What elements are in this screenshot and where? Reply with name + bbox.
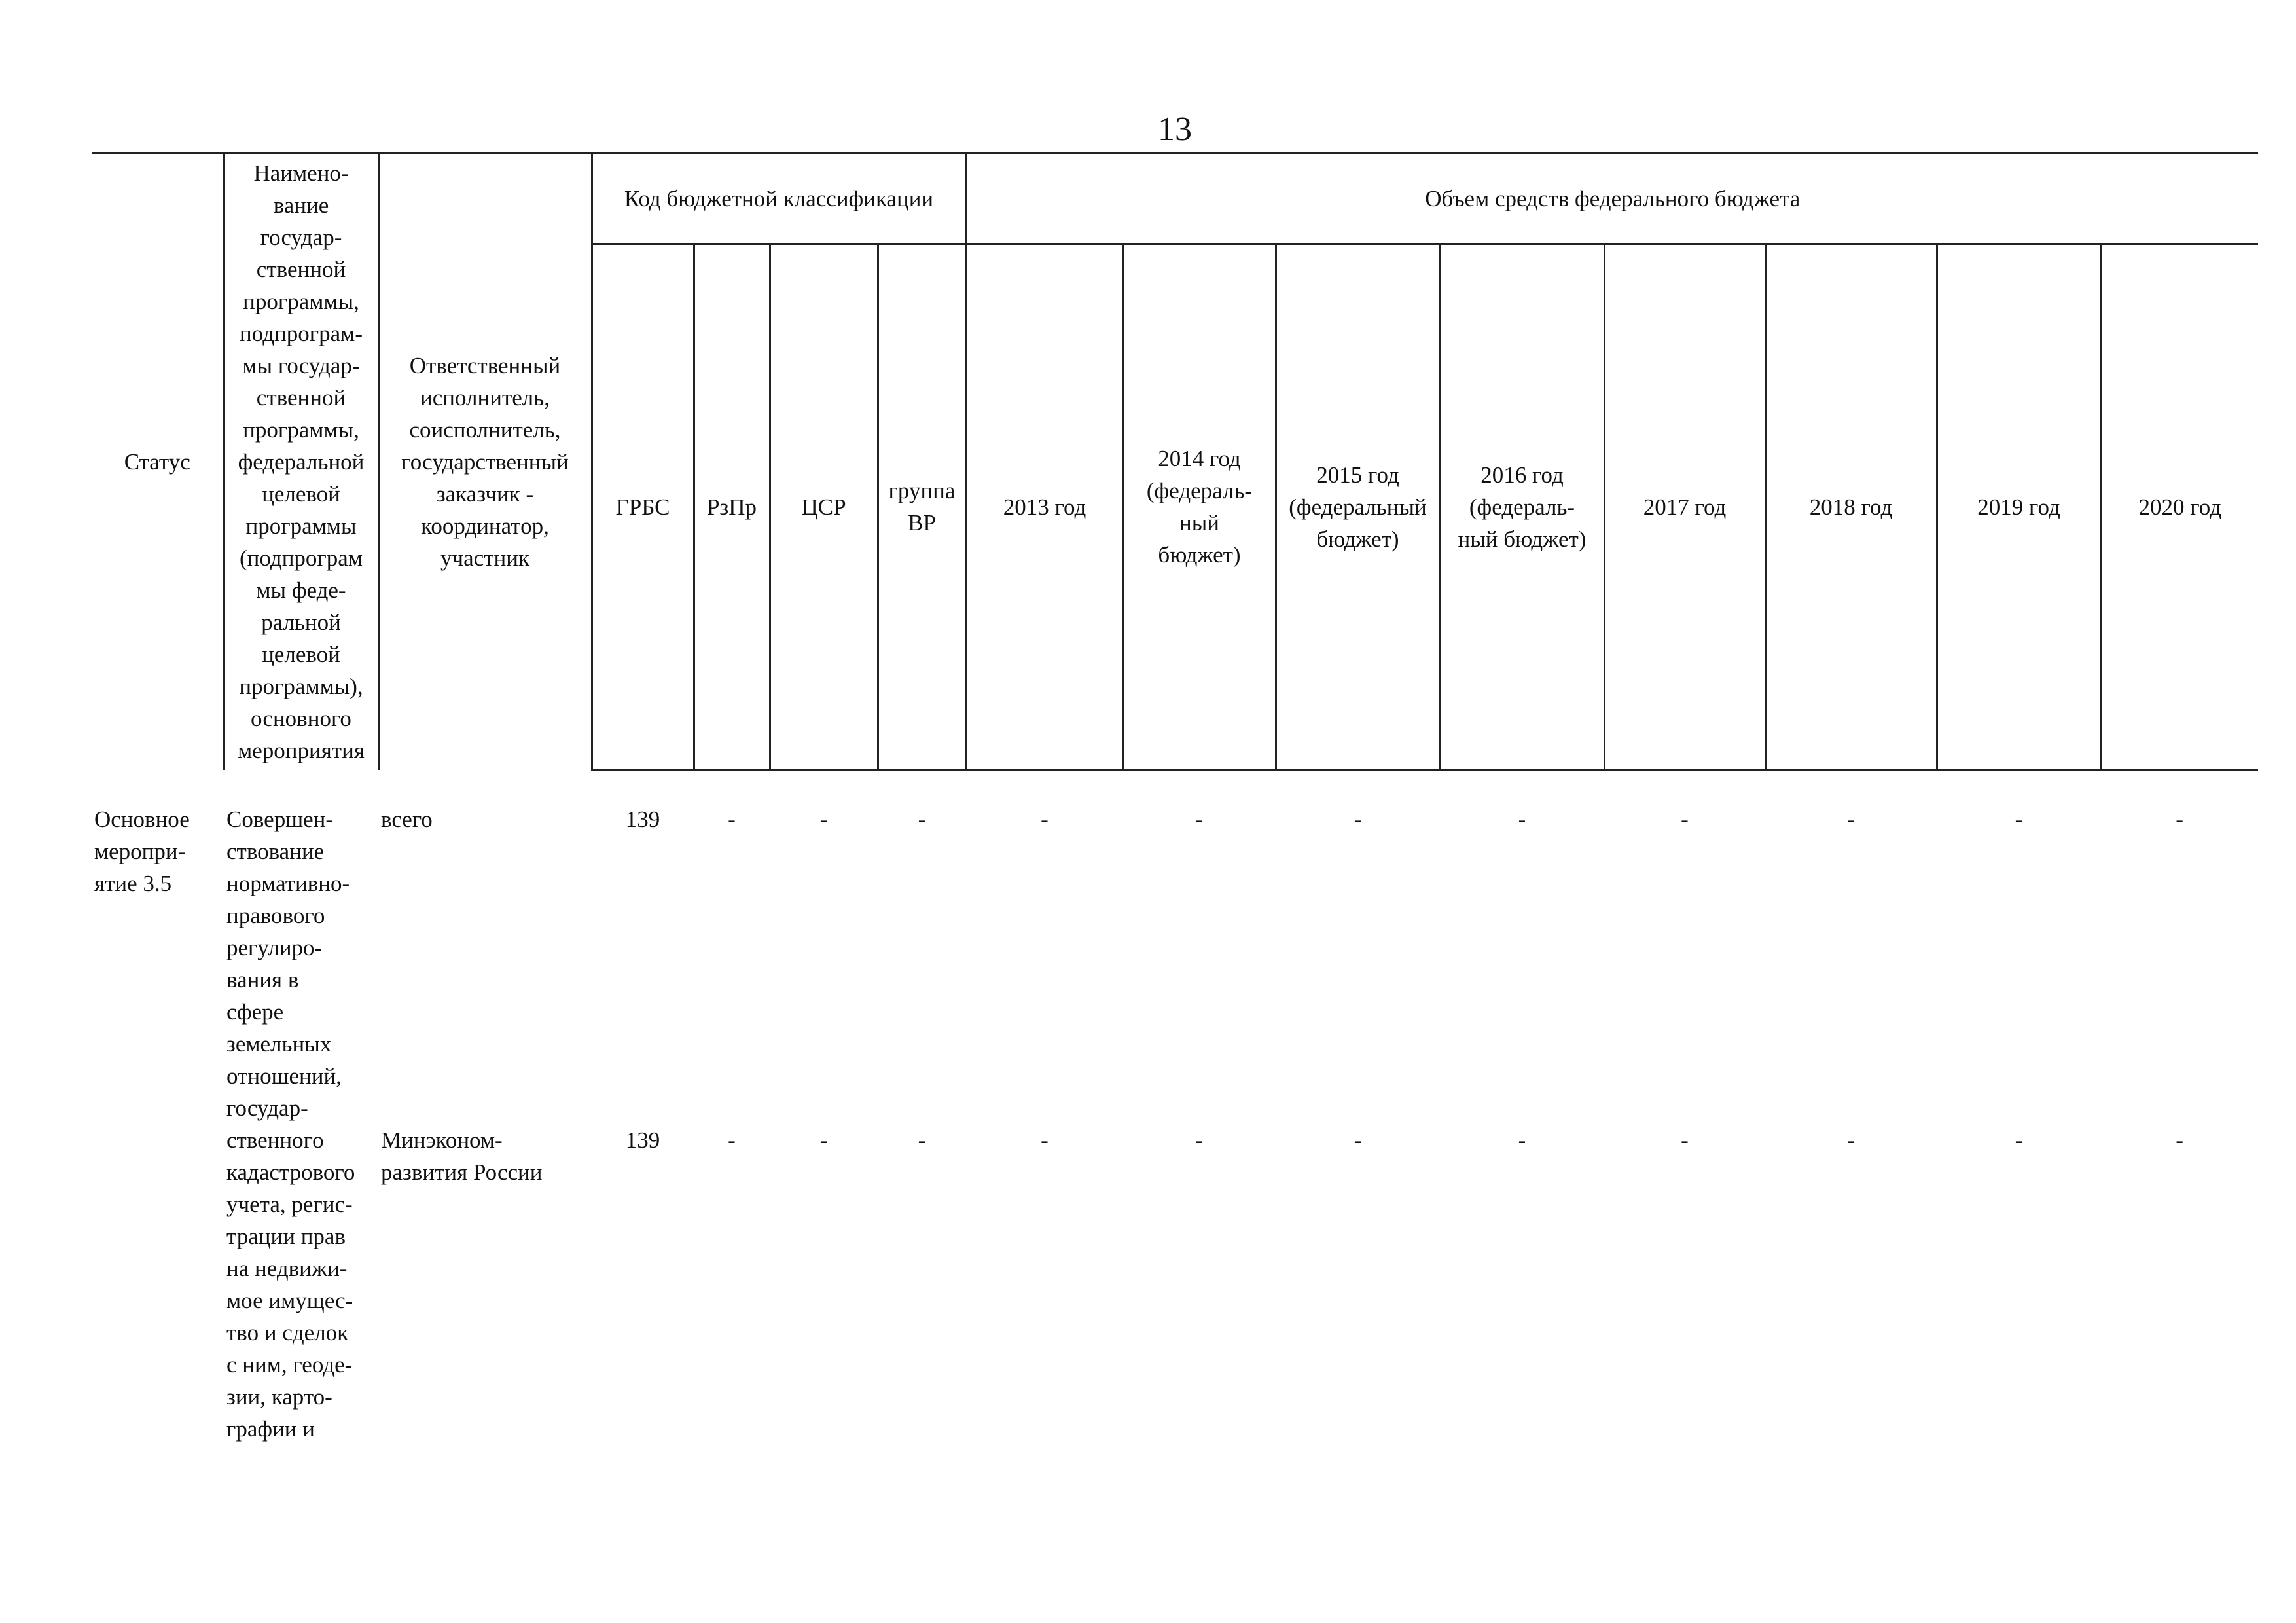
text-line: ВР bbox=[908, 510, 936, 536]
text-line: Совершен- bbox=[226, 807, 334, 832]
entry-status bbox=[92, 803, 224, 1445]
header-status bbox=[92, 153, 224, 770]
entry-year-value: - bbox=[1681, 807, 1689, 832]
entry-year-value: - bbox=[1354, 807, 1362, 832]
text-line: соисполнитель, bbox=[409, 416, 561, 443]
header-name-label bbox=[228, 157, 375, 767]
entry-csr: - bbox=[819, 807, 828, 832]
header-status-label: Статус bbox=[124, 448, 190, 475]
text-line: регулиро- bbox=[226, 935, 323, 960]
text-line: мероприятия bbox=[238, 737, 365, 763]
entry-year-value: - bbox=[1681, 1127, 1689, 1153]
header-year-6 bbox=[1937, 244, 2101, 770]
text-line: тво и сделок bbox=[226, 1320, 349, 1345]
header-budget-code-group-label: Код бюджетной классификации bbox=[624, 185, 934, 211]
text-line: ный бюджет) bbox=[1458, 526, 1587, 552]
page-number: 13 bbox=[1158, 111, 1192, 148]
header-year-3 bbox=[1440, 244, 1604, 770]
text-line: ГРБС bbox=[615, 494, 670, 520]
text-line: целевой bbox=[262, 641, 340, 667]
text-line: группа bbox=[888, 478, 956, 503]
header-responsible-label bbox=[382, 350, 588, 574]
header-year-5 bbox=[1765, 244, 1937, 770]
text-line: РзПр bbox=[706, 494, 757, 520]
entry-rzpr: - bbox=[728, 807, 736, 832]
text-line: вания в bbox=[226, 967, 299, 993]
header-year-0 bbox=[966, 244, 1123, 770]
header-year-2 bbox=[1276, 244, 1440, 770]
text-line: (федераль- bbox=[1146, 478, 1253, 503]
text-line: (федераль- bbox=[1469, 494, 1575, 520]
table-row bbox=[92, 1124, 2258, 1445]
text-line: (федеральный bbox=[1289, 494, 1427, 520]
text-line: мое имущес- bbox=[226, 1288, 353, 1313]
text-line: мы феде- bbox=[256, 577, 346, 603]
entry-year-value: - bbox=[1518, 1127, 1526, 1153]
entry-rzpr: - bbox=[728, 1127, 736, 1153]
text-line: основного bbox=[251, 705, 351, 731]
budget-table bbox=[92, 152, 2258, 1445]
text-line: Наимено- bbox=[253, 160, 349, 186]
text-line: на недвижи- bbox=[226, 1256, 348, 1281]
text-line: (подпрограм bbox=[240, 545, 363, 571]
text-line: ный bbox=[1179, 510, 1219, 536]
text-line: трации прав bbox=[226, 1224, 346, 1249]
text-line: 2020 год bbox=[2138, 494, 2222, 520]
header-gap-row bbox=[92, 770, 2258, 804]
text-line: 2018 год bbox=[1809, 494, 1893, 520]
text-line: исполнитель, bbox=[420, 384, 550, 410]
text-line: меропри- bbox=[94, 839, 186, 864]
entry-csr: - bbox=[819, 1127, 828, 1153]
text-line: 2014 год bbox=[1158, 446, 1241, 471]
text-line: вание bbox=[273, 192, 329, 218]
text-line: 2017 год bbox=[1643, 494, 1727, 520]
text-line: 2019 год bbox=[1977, 494, 2060, 520]
header-budget-code-3 bbox=[878, 244, 966, 770]
entry-year-value: - bbox=[2015, 1127, 2023, 1153]
text-line: ственной bbox=[256, 256, 346, 282]
header-year-1 bbox=[1123, 244, 1276, 770]
text-line: правового bbox=[226, 903, 325, 928]
text-line: ствование bbox=[226, 839, 325, 864]
text-line: программы bbox=[245, 513, 357, 539]
text-line: бюджет) bbox=[1316, 526, 1399, 552]
text-line: программы), bbox=[239, 673, 363, 699]
entry-year-value: - bbox=[1195, 807, 1204, 832]
header-budget-code-2 bbox=[770, 244, 878, 770]
header-responsible bbox=[378, 153, 592, 770]
entry-year-value: - bbox=[2015, 807, 2023, 832]
text-line: ральной bbox=[261, 609, 341, 635]
table-body bbox=[92, 770, 2258, 1446]
text-line: мы государ- bbox=[242, 352, 360, 378]
entry-responsible bbox=[378, 1124, 592, 1445]
text-line: программы, bbox=[243, 288, 359, 314]
entry-year-value: - bbox=[1041, 807, 1049, 832]
header-federal-budget-group-label: Объем средств федерального бюджета bbox=[1425, 185, 1801, 211]
text-line: ственной bbox=[256, 384, 346, 410]
text-line: целевой bbox=[262, 481, 340, 507]
text-line: 2015 год bbox=[1316, 462, 1399, 488]
entry-year-value: - bbox=[1847, 807, 1855, 832]
text-line: заказчик - bbox=[436, 481, 534, 507]
text-line: участник bbox=[440, 545, 529, 571]
entry-responsible bbox=[378, 803, 592, 1124]
text-line: государ- bbox=[260, 224, 342, 250]
text-line: сфере bbox=[226, 999, 284, 1025]
entry-year-value: - bbox=[2176, 1127, 2183, 1153]
text-line: графии и bbox=[226, 1416, 315, 1442]
text-line: с ним, геоде- bbox=[226, 1352, 353, 1377]
entry-vr: - bbox=[918, 1127, 926, 1153]
text-line: развития России bbox=[381, 1159, 543, 1185]
text-line: Ответственный bbox=[409, 352, 561, 378]
text-line: отношений, bbox=[226, 1063, 342, 1089]
entry-name bbox=[224, 803, 378, 1445]
header-name bbox=[224, 153, 378, 770]
text-line: Основное bbox=[94, 807, 190, 832]
text-line: нормативно- bbox=[226, 871, 350, 896]
entry-year-value: - bbox=[1354, 1127, 1362, 1153]
entry-year-value: - bbox=[1518, 807, 1526, 832]
text-line: 2013 год bbox=[1003, 494, 1086, 520]
text-line: зии, карто- bbox=[226, 1384, 332, 1410]
header-budget-code-group bbox=[592, 153, 966, 244]
entry-vr: - bbox=[918, 807, 926, 832]
entry-year-value: - bbox=[1847, 1127, 1855, 1153]
entry-grbs: 139 bbox=[625, 807, 660, 832]
header-year-4 bbox=[1604, 244, 1765, 770]
text-line: учета, регис- bbox=[226, 1192, 353, 1217]
text-line: кадастрового bbox=[226, 1159, 355, 1185]
text-line: государ- bbox=[226, 1095, 308, 1121]
text-line: координатор, bbox=[421, 513, 549, 539]
table-row bbox=[92, 803, 2258, 1124]
header-budget-code-0 bbox=[592, 244, 694, 770]
entry-year-value: - bbox=[1041, 1127, 1049, 1153]
text-line: государственный bbox=[401, 448, 569, 475]
table-header bbox=[92, 153, 2258, 770]
text-line: 2016 год bbox=[1480, 462, 1564, 488]
text-line: бюджет) bbox=[1158, 542, 1241, 568]
text-line: ственного bbox=[226, 1127, 324, 1153]
entry-grbs: 139 bbox=[625, 1127, 660, 1153]
header-year-7 bbox=[2101, 244, 2258, 770]
text-line: подпрограм- bbox=[240, 320, 363, 346]
text-line: земельных bbox=[226, 1031, 332, 1057]
entry-year-value: - bbox=[2176, 807, 2183, 832]
header-federal-budget-group bbox=[966, 153, 2258, 244]
header-budget-code-1 bbox=[694, 244, 770, 770]
text-line: Минэконом- bbox=[381, 1127, 503, 1153]
entry-year-value: - bbox=[1195, 1127, 1204, 1153]
text-line: программы, bbox=[243, 416, 359, 443]
text-line: всего bbox=[381, 807, 433, 832]
text-line: ЦСР bbox=[801, 494, 846, 520]
text-line: ятие 3.5 bbox=[94, 871, 172, 896]
text-line: федеральной bbox=[238, 448, 365, 475]
